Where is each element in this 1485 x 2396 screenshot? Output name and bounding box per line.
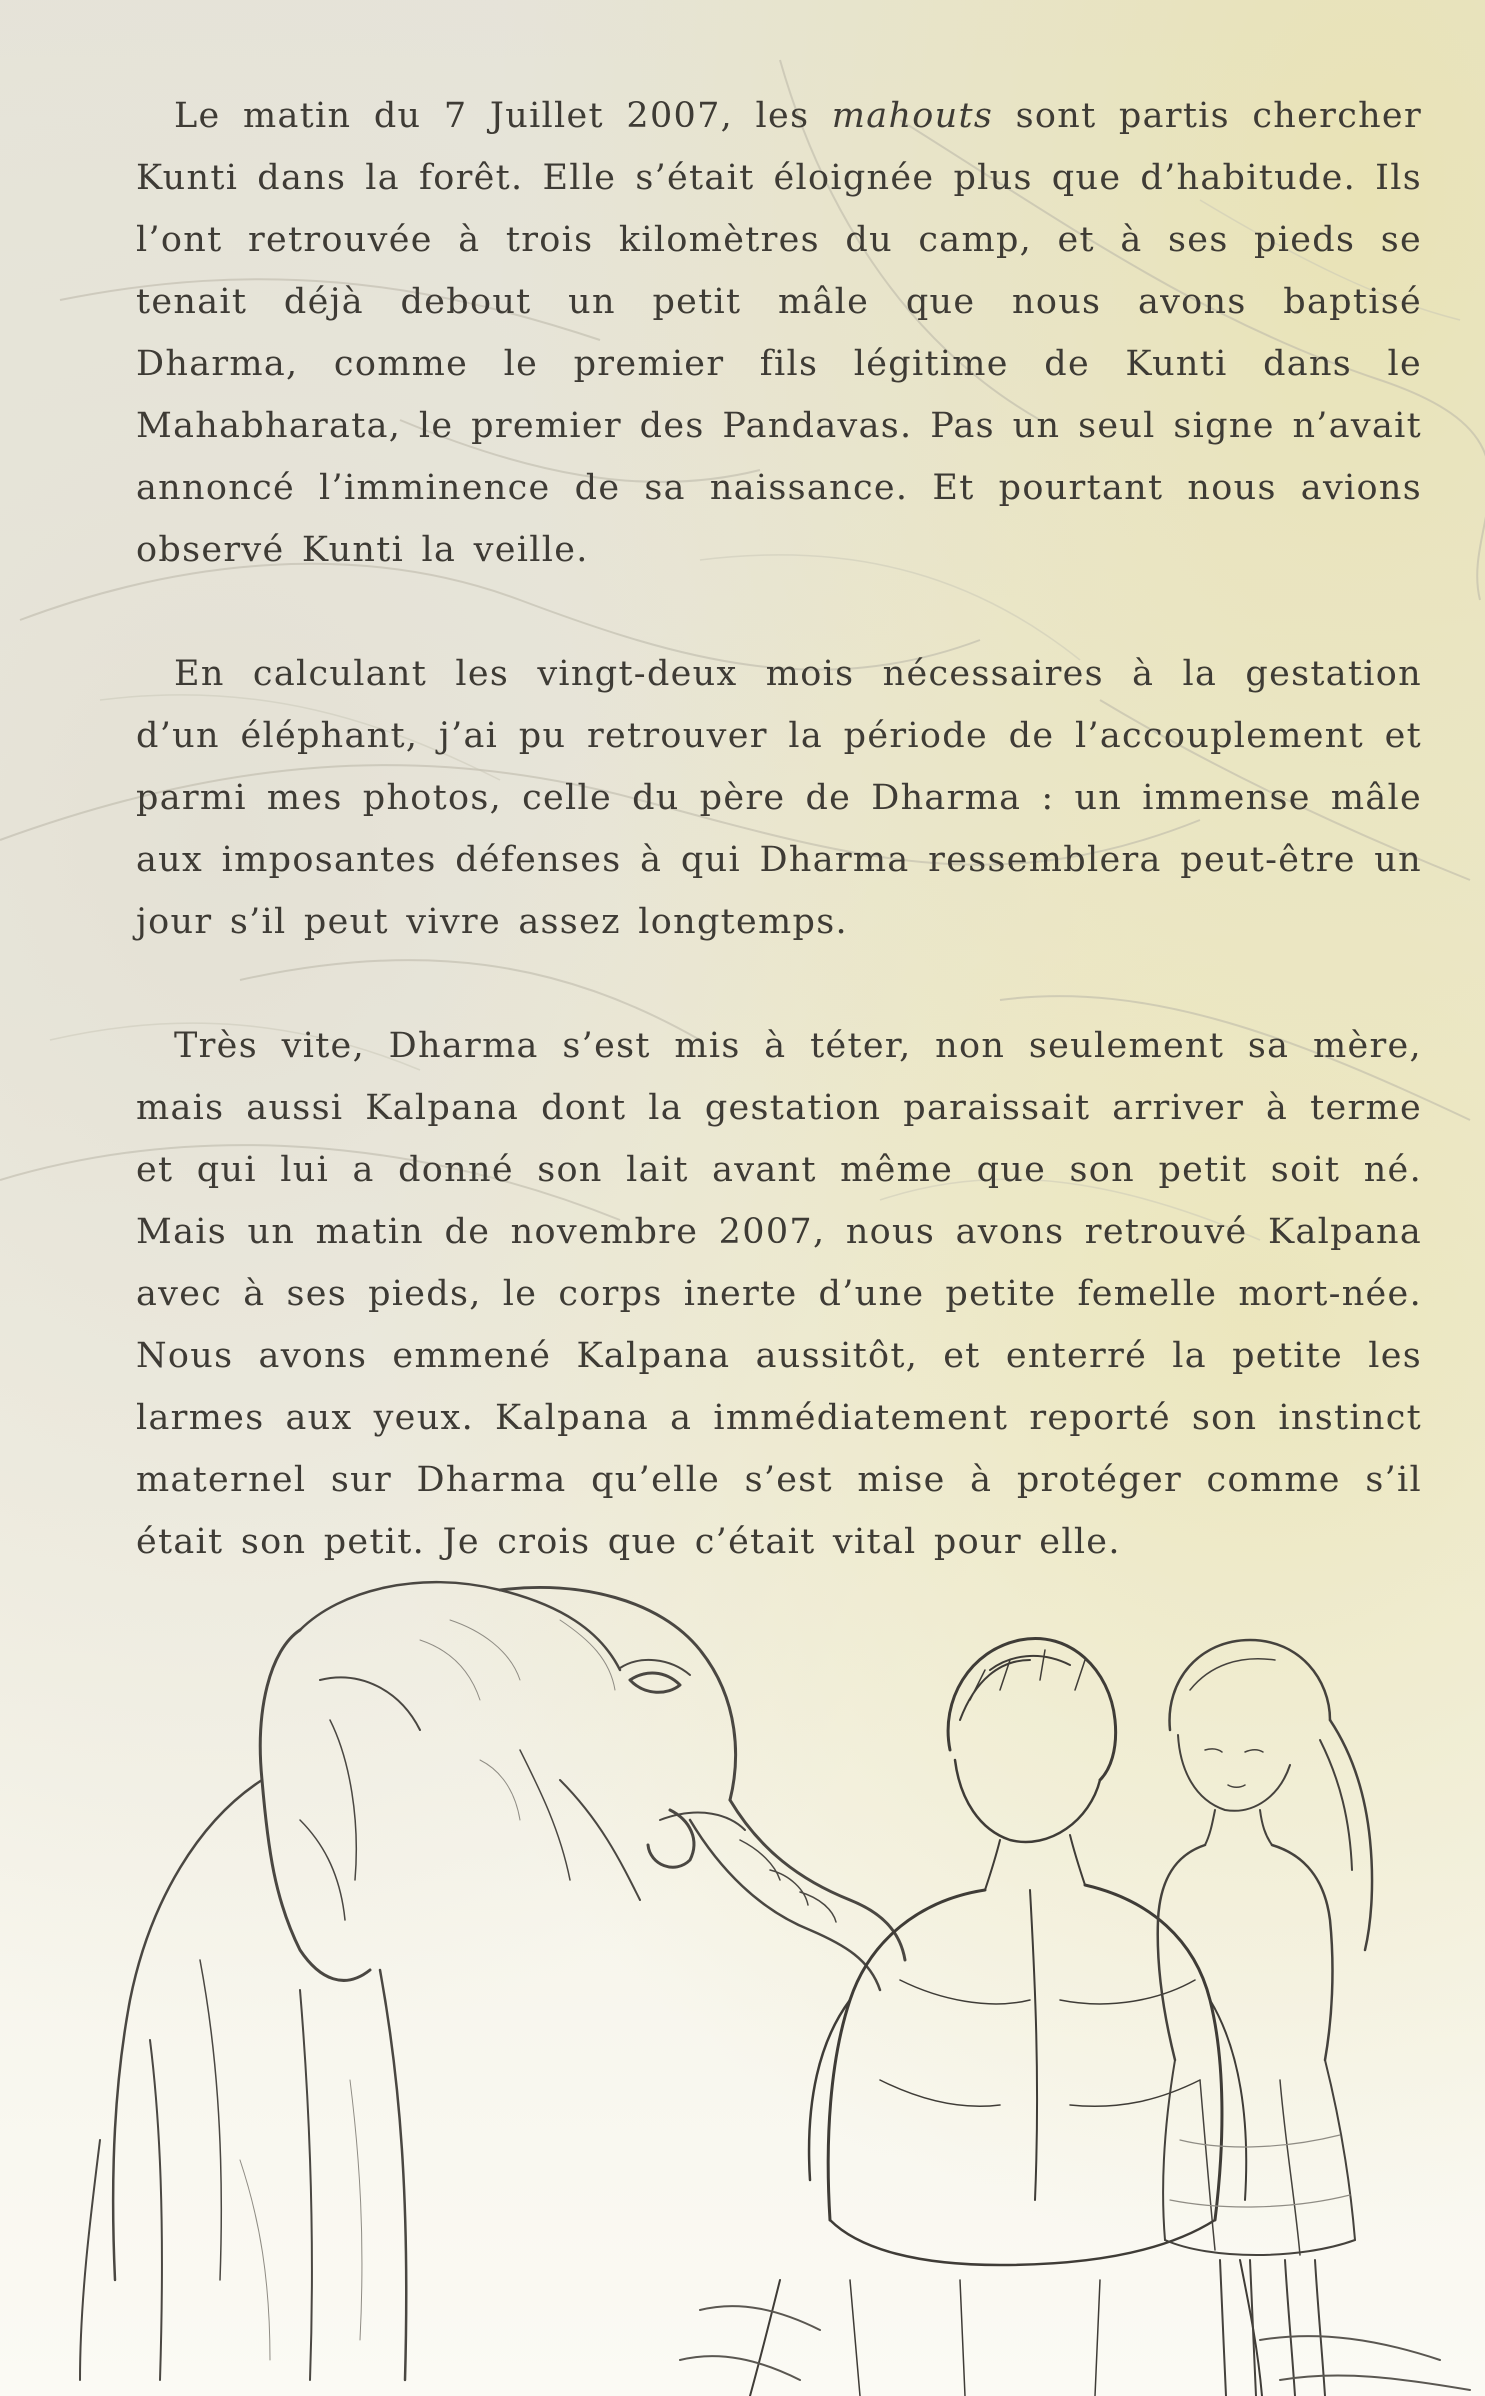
- mahouts-term: mahouts: [831, 96, 994, 136]
- paragraph-1-start: Le matin du 7 Juillet 2007, les: [174, 96, 832, 136]
- pencil-illustration: [0, 1520, 1485, 2396]
- ground-lines: [680, 2306, 1470, 2390]
- girl-drawing: [1158, 1640, 1372, 2396]
- paragraph-1-end: sont partis chercher Kunti dans la forêt. Elle s’était éloignée plus que d’habitude. Ils l’ont retrouvée à trois kilomètres du camp, et à ses pieds se tenait déjà debout un petit mâle que nous avons baptisé Dharma, comme le premier fils légitime de Kunti dans le Mahabharata, le premier des Pandavas. Pas un seul signe n’avait annoncé l’imminence de sa naissance. Et pourtant nous avions observé Kunti la veille.: [136, 96, 1422, 570]
- elephant-drawing: [80, 1582, 905, 2380]
- paragraph-2: En calculant les vingt-deux mois nécessaires à la gestation d’un éléphant, j’ai pu retrouver la période de l’accouplement et parmi mes photos, celle du père de Dharma : un immense mâle aux imposantes défenses à qui Dharma ressemblera peut-être un jour s’il peut vivre assez longtemps.: [136, 654, 1422, 942]
- paragraph-3: Très vite, Dharma s’est mis à téter, non seulement sa mère, mais aussi Kalpana dont la gestation paraissait arriver à terme et qui lui a donné son lait avant même que son petit soit né. Mais un matin de novembre 2007, nous avons retrouvé Kalpana avec à ses pieds, le corps inerte d’une petite femelle mort-née. Nous avons emmené Kalpana aussitôt, et enterré la petite les larmes aux yeux. Kalpana a immédiatement reporté son instinct maternel sur Dharma qu’elle s’est mise à protéger comme s’il était son petit. Je crois que c’était vital pour elle.: [136, 1026, 1422, 1562]
- body-text: [136, 85, 1422, 1635]
- paragraph-1: [136, 85, 1422, 581]
- man-drawing: [750, 1638, 1262, 2396]
